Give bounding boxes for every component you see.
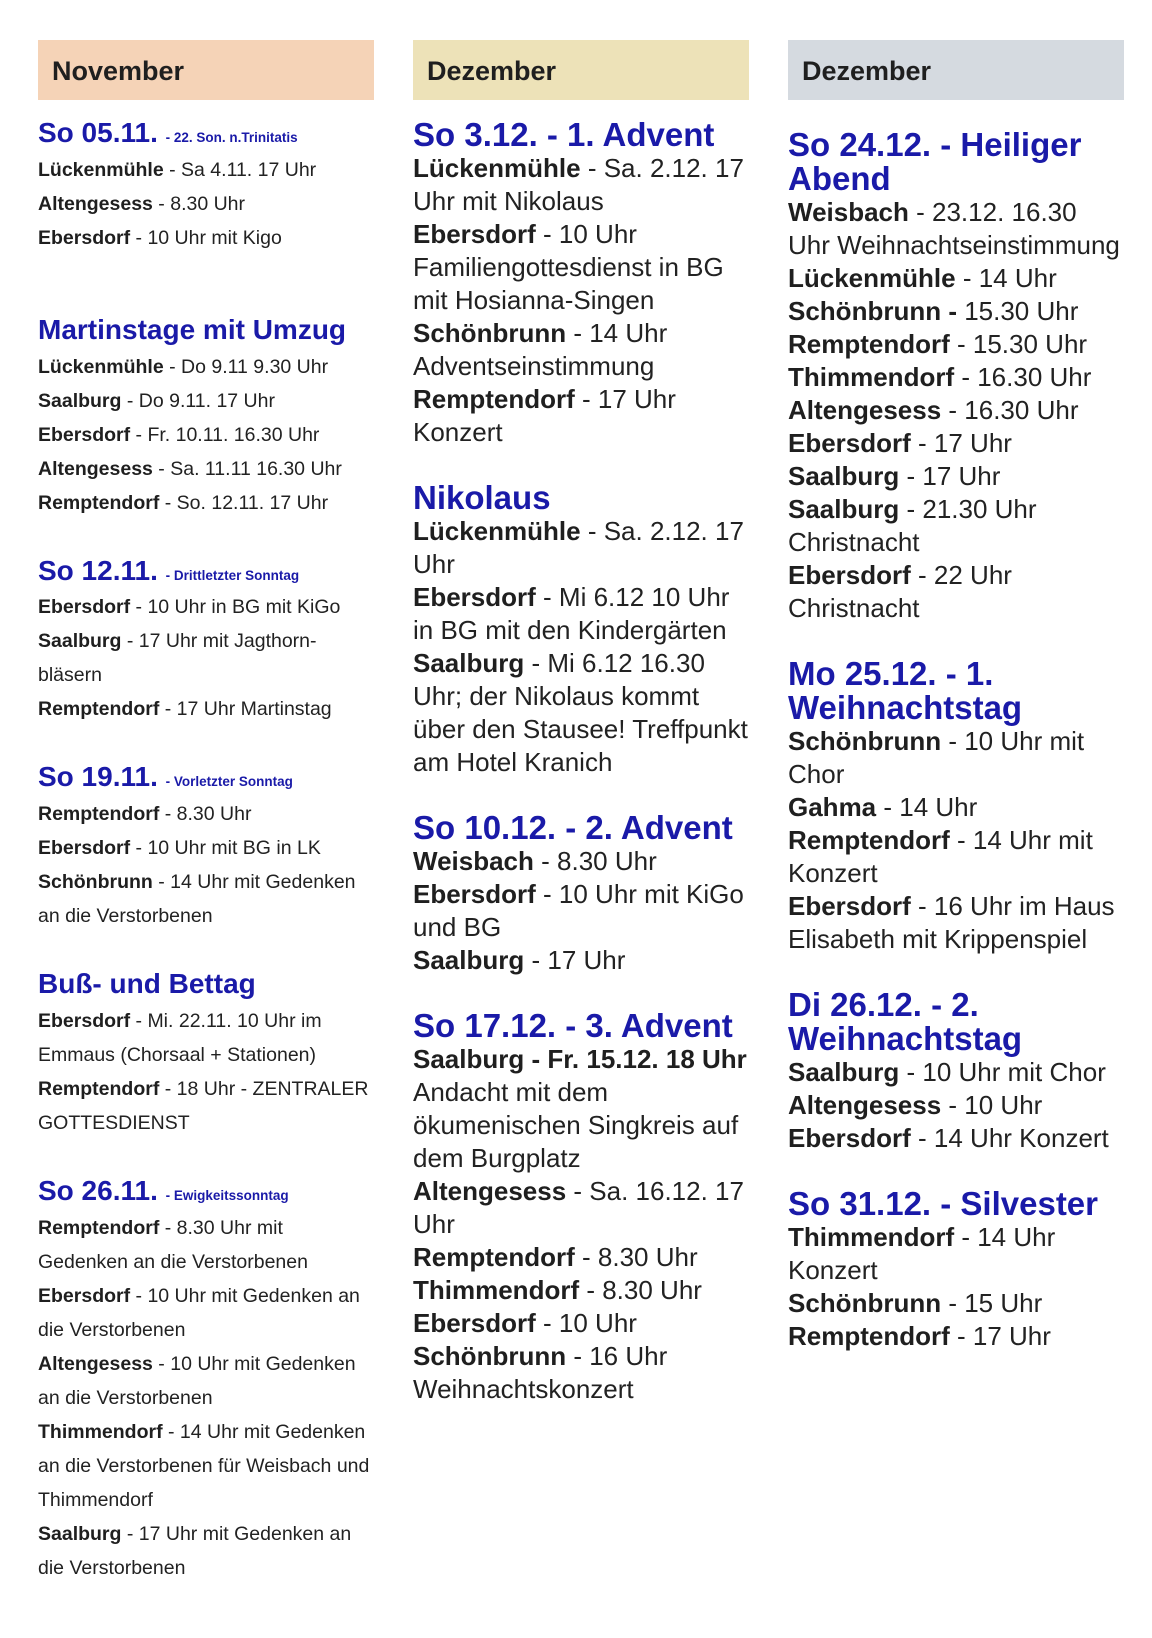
service-entry bbox=[38, 1347, 374, 1415]
service-entry bbox=[413, 383, 749, 449]
service-section bbox=[38, 556, 374, 727]
entry-place: Ebersdorf bbox=[788, 560, 911, 590]
section-title bbox=[788, 657, 1124, 725]
service-entry bbox=[788, 493, 1124, 559]
entry-text: - 16.30 Uhr bbox=[954, 362, 1092, 392]
service-entry bbox=[38, 797, 374, 831]
service-entry bbox=[788, 559, 1124, 625]
entry-place: Saalburg bbox=[788, 1057, 900, 1087]
entry-text: - 17 Uhr mit Jagthorn-bläsern bbox=[38, 630, 317, 687]
section-title bbox=[413, 811, 749, 845]
service-entry bbox=[788, 725, 1124, 791]
service-entry bbox=[38, 418, 374, 452]
entry-place: Schönbrunn bbox=[38, 871, 153, 894]
service-entry bbox=[413, 1340, 749, 1406]
section-title-main: Buß- und Bettag bbox=[38, 968, 256, 1000]
entry-text: - Sa 4.11. 17 Uhr bbox=[163, 158, 317, 181]
service-entry bbox=[38, 221, 374, 255]
entry-text: - 18 Uhr - ZENTRALER GOTTESDIENST bbox=[38, 1077, 369, 1134]
service-entry bbox=[38, 590, 374, 624]
entry-text: - So. 12.11. 17 Uhr bbox=[159, 491, 329, 514]
entry-text: Andacht mit dem ökumenischen Singkreis auf dem Burgplatz bbox=[413, 1077, 739, 1173]
service-entry bbox=[788, 460, 1124, 493]
section-title bbox=[38, 118, 374, 149]
section-title-main: So 24.12. - Heiliger Abend bbox=[788, 126, 1082, 197]
entry-text: - Do 9.11. 17 Uhr bbox=[121, 389, 275, 412]
entry-place: Schönbrunn bbox=[413, 318, 567, 348]
entry-text: - 10 Uhr mit Kigo bbox=[130, 226, 282, 249]
section-title-main: Martinstage mit Umzug bbox=[38, 313, 347, 345]
entry-place: Altengesess bbox=[38, 457, 153, 480]
service-entry bbox=[413, 944, 749, 977]
section-title bbox=[413, 1009, 749, 1043]
entry-text: - 10 Uhr Familiengottesdienst in BG mit Hosianna-Singen bbox=[413, 219, 724, 315]
column-header: November bbox=[38, 40, 374, 100]
service-entry bbox=[38, 692, 374, 726]
service-section bbox=[38, 762, 374, 933]
entry-text: - 17 Uhr Konzert bbox=[413, 384, 676, 447]
entry-place: Saalburg bbox=[38, 389, 122, 412]
service-entry bbox=[413, 1274, 749, 1307]
entry-text: - 8.30 Uhr mit Gedenken an die Verstorbenen bbox=[38, 1216, 308, 1273]
entry-place: Remptendorf bbox=[788, 1321, 950, 1351]
column-header: Dezember bbox=[788, 40, 1124, 100]
service-entry bbox=[413, 581, 749, 647]
section-title bbox=[38, 315, 374, 346]
service-entry bbox=[788, 295, 1124, 328]
service-entry bbox=[788, 1287, 1124, 1320]
service-entry bbox=[788, 328, 1124, 361]
entry-place: Weisbach bbox=[413, 846, 534, 876]
entry-place: Thimmendorf bbox=[413, 1275, 580, 1305]
section-title-main: So 05.11. bbox=[38, 117, 158, 148]
entry-text: - Mi 6.12 16.30 Uhr; der Nikolaus kommt über den Stausee! Treffpunkt am Hotel Kranich bbox=[413, 648, 748, 777]
entry-place: Ebersdorf bbox=[788, 428, 911, 458]
service-entry bbox=[38, 624, 374, 692]
service-entry bbox=[413, 1043, 749, 1175]
entry-text: - 10 Uhr mit Chor bbox=[788, 726, 1085, 789]
service-entry bbox=[413, 317, 749, 383]
service-section bbox=[38, 315, 374, 520]
entry-text: - 14 Uhr mit Konzert bbox=[788, 825, 1093, 888]
service-section bbox=[38, 1176, 374, 1585]
section-subtitle: - Ewigkeitssonntag bbox=[165, 1187, 289, 1203]
service-entry bbox=[788, 1320, 1124, 1353]
service-entry bbox=[413, 515, 749, 581]
service-entry bbox=[788, 1056, 1124, 1089]
service-entry bbox=[38, 486, 374, 520]
entry-text: - 14 Uhr Konzert bbox=[788, 1222, 1056, 1285]
service-section bbox=[788, 988, 1124, 1155]
section-title-main: So 10.12. - 2. Advent bbox=[413, 809, 733, 846]
entry-place: Schönbrunn bbox=[788, 726, 942, 756]
entry-place: Altengesess bbox=[788, 395, 942, 425]
entry-place: Ebersdorf bbox=[788, 891, 911, 921]
entry-place: Thimmendorf bbox=[788, 1222, 955, 1252]
entry-text: - 17 Uhr bbox=[949, 1321, 1051, 1351]
entry-text: - 8.30 Uhr bbox=[579, 1275, 702, 1305]
entry-text: - 10 Uhr mit BG in LK bbox=[130, 837, 321, 860]
entry-text: 15.30 Uhr bbox=[956, 296, 1079, 326]
entry-text: - 10 Uhr mit KiGo und BG bbox=[413, 879, 744, 942]
entry-place: Schönbrunn bbox=[788, 1288, 942, 1318]
entry-place: Lückenmühle bbox=[788, 263, 956, 293]
entry-place: Saalburg bbox=[788, 494, 900, 524]
entry-text: - Sa. 2.12. 17 Uhr mit Nikolaus bbox=[413, 153, 744, 216]
column-header: Dezember bbox=[413, 40, 749, 100]
entry-place: Remptendorf bbox=[38, 698, 160, 721]
entry-text: - 10 Uhr mit Gedenken an die Verstorbenen bbox=[38, 1284, 360, 1341]
service-entry bbox=[38, 1279, 374, 1347]
entry-text: - 17 Uhr bbox=[899, 461, 1001, 491]
section-title bbox=[38, 762, 374, 793]
service-entry bbox=[788, 1221, 1124, 1287]
service-entry bbox=[788, 890, 1124, 956]
service-entry bbox=[38, 865, 374, 933]
entry-text: - 10 Uhr bbox=[941, 1090, 1043, 1120]
service-entry bbox=[413, 878, 749, 944]
entry-place: Gahma bbox=[788, 792, 877, 822]
entry-text: - 8.30 Uhr bbox=[159, 803, 252, 826]
section-title-main: So 19.11. bbox=[38, 761, 158, 793]
service-entry bbox=[38, 153, 374, 187]
entry-place: Remptendorf bbox=[788, 825, 950, 855]
entry-text: - 14 Uhr mit Gedenken an die Verstorbenen bbox=[38, 871, 356, 928]
service-entry bbox=[413, 218, 749, 317]
section-subtitle: - 22. Son. n.Trinitatis bbox=[165, 130, 298, 145]
entry-text: - 15 Uhr bbox=[941, 1288, 1043, 1318]
section-title bbox=[788, 1187, 1124, 1221]
entry-text: - 17 Uhr Martinstag bbox=[159, 698, 332, 721]
service-entry bbox=[38, 350, 374, 384]
entry-place: Ebersdorf bbox=[38, 837, 131, 860]
service-entry bbox=[788, 361, 1124, 394]
entry-place: Ebersdorf bbox=[38, 423, 131, 446]
entry-place: Ebersdorf bbox=[413, 1308, 536, 1338]
column-november bbox=[38, 40, 374, 1585]
entry-text: - 14 Uhr mit Gedenken an die Verstorbenen für Weisbach und Thimmendorf bbox=[38, 1420, 370, 1511]
service-entry bbox=[788, 262, 1124, 295]
entry-text: - 8.30 Uhr bbox=[533, 846, 657, 876]
entry-text: - 14 Uhr Konzert bbox=[910, 1123, 1109, 1153]
entry-text: - 10 Uhr mit Gedenken an die Verstorbenen bbox=[38, 1352, 356, 1409]
entry-text: - 23.12. 16.30 Uhr Weihnachtseinstimmung bbox=[788, 197, 1120, 260]
service-entry bbox=[413, 647, 749, 779]
service-entry bbox=[38, 1211, 374, 1279]
entry-text: - 16 Uhr im Haus Elisabeth mit Krippenspiel bbox=[788, 891, 1115, 954]
entry-text: - 17 Uhr mit Gedenken an die Verstorbenen bbox=[38, 1522, 352, 1579]
service-entry bbox=[38, 452, 374, 486]
service-entry bbox=[788, 791, 1124, 824]
entry-place: Weisbach bbox=[788, 197, 909, 227]
entry-text: - 15.30 Uhr bbox=[949, 329, 1088, 359]
entry-place: Remptendorf bbox=[38, 1216, 160, 1239]
section-title-main: So 26.11. bbox=[38, 1174, 158, 1206]
entry-place: Lückenmühle bbox=[38, 355, 164, 378]
section-title bbox=[38, 1176, 374, 1207]
entry-place: Ebersdorf bbox=[788, 1123, 911, 1153]
entry-place: Ebersdorf bbox=[38, 1284, 131, 1307]
entry-place: Altengesess bbox=[38, 192, 153, 215]
column-dezember-1 bbox=[413, 40, 749, 1406]
service-entry bbox=[413, 1241, 749, 1274]
service-entry bbox=[788, 394, 1124, 427]
entry-place: Remptendorf bbox=[413, 1242, 575, 1272]
service-entry bbox=[413, 1175, 749, 1241]
entry-place: Thimmendorf bbox=[38, 1420, 163, 1443]
section-title-main: So 31.12. - Silvester bbox=[788, 1185, 1099, 1222]
service-entry bbox=[788, 824, 1124, 890]
service-entry bbox=[38, 384, 374, 418]
entry-place: Ebersdorf bbox=[413, 879, 536, 909]
entry-text: - 8.30 Uhr bbox=[574, 1242, 698, 1272]
section-title bbox=[38, 969, 374, 1000]
entry-place: Ebersdorf bbox=[413, 219, 536, 249]
section-subtitle: - Vorletzter Sonntag bbox=[165, 774, 293, 790]
entry-text: - 21.30 Uhr Christnacht bbox=[788, 494, 1037, 557]
entry-place: Ebersdorf bbox=[38, 596, 131, 619]
entry-text: - 8.30 Uhr bbox=[152, 192, 246, 215]
entry-text: - 10 Uhr mit Chor bbox=[899, 1057, 1106, 1087]
entry-text: - 16.30 Uhr bbox=[941, 395, 1079, 425]
entry-text: - 14 Uhr bbox=[876, 792, 978, 822]
entry-place: Remptendorf bbox=[788, 329, 950, 359]
entry-text: - Sa. 16.12. 17 Uhr bbox=[413, 1176, 744, 1239]
service-entry bbox=[38, 1072, 374, 1140]
service-entry bbox=[788, 1089, 1124, 1122]
service-entry bbox=[38, 831, 374, 865]
section-title bbox=[788, 128, 1124, 196]
entry-place: Saalburg bbox=[38, 630, 122, 653]
entry-place: Altengesess bbox=[38, 1352, 153, 1375]
service-entry bbox=[788, 427, 1124, 460]
entry-place: Remptendorf bbox=[413, 384, 575, 414]
section-title-main: Di 26.12. - 2. Weihnachtstag bbox=[788, 986, 1023, 1057]
service-section bbox=[38, 118, 374, 255]
entry-place: Schönbrunn - bbox=[788, 296, 957, 326]
entry-place: Lückenmühle bbox=[413, 516, 581, 546]
section-title bbox=[38, 556, 374, 587]
service-entry bbox=[38, 1004, 374, 1072]
section-title-main: So 12.11. bbox=[38, 554, 158, 586]
section-title-main: So 3.12. - 1. Advent bbox=[413, 116, 715, 153]
service-entry bbox=[38, 187, 374, 221]
service-entry bbox=[788, 1122, 1124, 1155]
entry-place: Remptendorf bbox=[38, 803, 160, 826]
entry-text: - Mi 6.12 10 Uhr in BG mit den Kindergärten bbox=[413, 582, 730, 645]
service-entry bbox=[788, 196, 1124, 262]
section-title-main: Nikolaus bbox=[413, 479, 551, 516]
service-section bbox=[38, 969, 374, 1140]
entry-place: Saalburg - Fr. 15.12. 18 Uhr bbox=[413, 1044, 747, 1074]
entry-place: Ebersdorf bbox=[413, 582, 536, 612]
service-section bbox=[788, 128, 1124, 625]
column-dezember-2 bbox=[788, 40, 1124, 1353]
service-section bbox=[413, 811, 749, 977]
entry-place: Ebersdorf bbox=[38, 1009, 131, 1032]
entry-text: - 17 Uhr bbox=[524, 945, 626, 975]
entry-text: - 17 Uhr bbox=[910, 428, 1012, 458]
service-entry bbox=[38, 1517, 374, 1585]
entry-text: - 10 Uhr bbox=[535, 1308, 637, 1338]
entry-place: Altengesess bbox=[788, 1090, 942, 1120]
entry-text: - 14 Uhr bbox=[955, 263, 1057, 293]
entry-text: - Mi. 22.11. 10 Uhr im Emmaus (Chorsaal + Stationen) bbox=[38, 1009, 322, 1066]
service-section bbox=[788, 657, 1124, 956]
entry-place: Saalburg bbox=[788, 461, 900, 491]
entry-place: Ebersdorf bbox=[38, 226, 131, 249]
entry-place: Saalburg bbox=[38, 1522, 122, 1545]
entry-text: - 14 Uhr Adventseinstimmung bbox=[413, 318, 668, 381]
entry-text: - 16 Uhr Weihnachtskonzert bbox=[413, 1341, 668, 1404]
entry-text: - 22 Uhr Christnacht bbox=[788, 560, 1012, 623]
service-section bbox=[788, 1187, 1124, 1353]
entry-text: - Sa. 2.12. 17 Uhr bbox=[413, 516, 744, 579]
service-entry bbox=[413, 1307, 749, 1340]
entry-place: Thimmendorf bbox=[788, 362, 955, 392]
service-section bbox=[413, 481, 749, 779]
service-section bbox=[413, 118, 749, 449]
entry-place: Remptendorf bbox=[38, 491, 160, 514]
entry-place: Lückenmühle bbox=[38, 158, 164, 181]
entry-place: Saalburg bbox=[413, 945, 525, 975]
section-title bbox=[788, 988, 1124, 1056]
service-entry bbox=[38, 1415, 374, 1517]
entry-place: Remptendorf bbox=[38, 1077, 160, 1100]
section-title-main: So 17.12. - 3. Advent bbox=[413, 1007, 733, 1044]
section-title bbox=[413, 118, 749, 152]
entry-place: Schönbrunn bbox=[413, 1341, 567, 1371]
entry-text: - Sa. 11.11 16.30 Uhr bbox=[152, 457, 342, 480]
service-section bbox=[413, 1009, 749, 1406]
entry-place: Saalburg bbox=[413, 648, 525, 678]
entry-text: - 10 Uhr in BG mit KiGo bbox=[130, 596, 341, 619]
section-subtitle: - Drittletzter Sonntag bbox=[165, 567, 300, 583]
service-entry bbox=[413, 152, 749, 218]
entry-place: Lückenmühle bbox=[413, 153, 581, 183]
section-title-main: Mo 25.12. - 1. Weihnachtstag bbox=[788, 655, 1023, 726]
entry-text: - Fr. 10.11. 16.30 Uhr bbox=[130, 423, 320, 446]
entry-place: Altengesess bbox=[413, 1176, 567, 1206]
section-title bbox=[413, 481, 749, 515]
service-entry bbox=[413, 845, 749, 878]
entry-text: - Do 9.11 9.30 Uhr bbox=[163, 355, 329, 378]
